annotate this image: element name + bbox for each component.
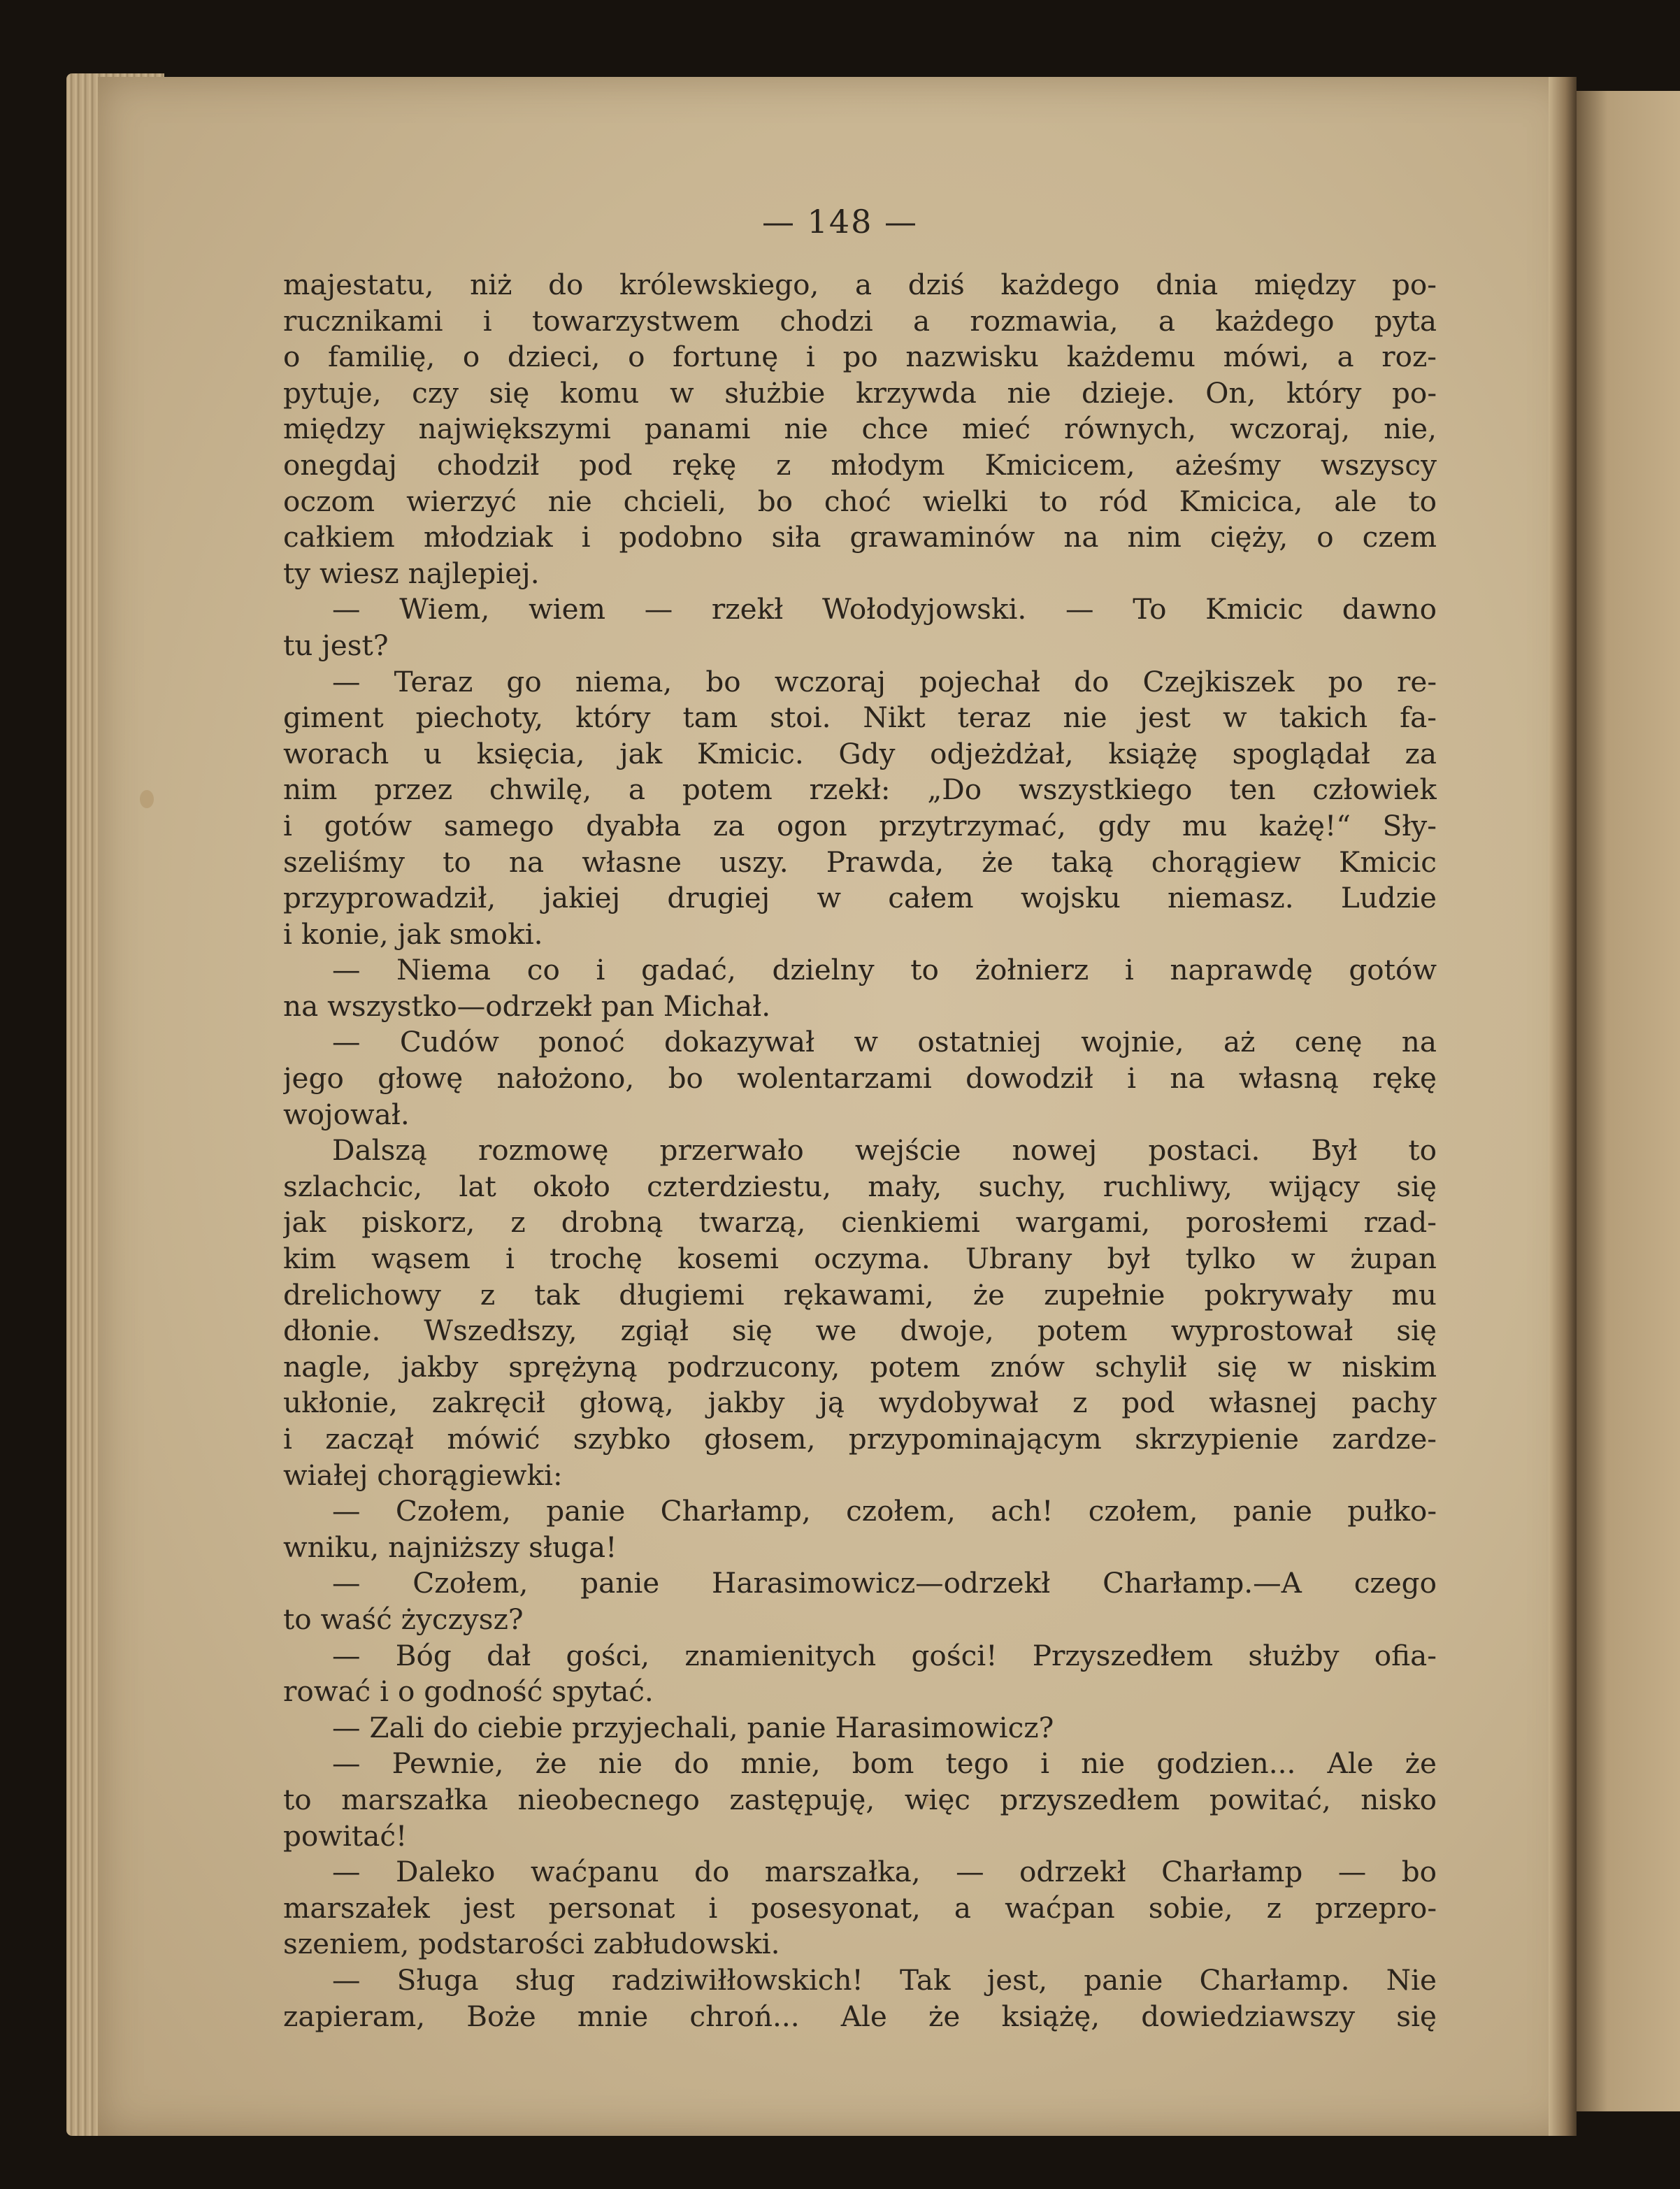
text-line: — Niema co i gadać, dzielny to żołnierz i naprawdę gotów — [332, 953, 1437, 987]
text-line: rować i o godność spytać. — [283, 1674, 654, 1709]
text-line: — Wiem, wiem — rzekł Wołodyjowski. — To Kmicic dawno — [332, 592, 1437, 626]
text-line: — Cudów ponoć dokazywał w ostatniej wojnie, aż cenę na — [332, 1025, 1437, 1059]
text-line: — Czołem, panie Charłamp, czołem, ach! czołem, panie pułko- — [332, 1494, 1437, 1528]
text-line: — Bóg dał gości, znamienitych gości! Przyszedłem służby ofia- — [332, 1638, 1437, 1672]
text-line: dłonie. Wszedłszy, zgiął się we dwoje, potem wyprostował się — [283, 1314, 1437, 1348]
facing-page-edge — [1577, 91, 1680, 2111]
text-line: i gotów samego dyabła za ogon przytrzymać, gdy mu każę!“ Sły- — [283, 808, 1437, 842]
text-line: — Czołem, panie Harasimowicz—odrzekł Charłamp.—A czego — [332, 1566, 1437, 1600]
text-line: oczom wierzyć nie chcieli, bo choć wielki to ród Kmicica, ale to — [283, 484, 1437, 518]
text-line: ukłonie, zakręcił głową, jakby ją wydobywał z pod własnej pachy — [283, 1386, 1437, 1420]
body-text — [283, 267, 1437, 2034]
text-line: szeniem, podstarości zabłudowski. — [283, 1927, 780, 1961]
text-line: całkiem młodziak i podobno siła grawaminów na nim cięży, o czem — [283, 520, 1437, 554]
text-line: marszałek jest personat i posesyonat, a waćpan sobie, z przepro- — [283, 1890, 1437, 1925]
text-line: wiałej chorągiewki: — [283, 1458, 563, 1492]
text-line: — Daleko waćpanu do marszałka, — odrzekł Charłamp — bo — [332, 1855, 1437, 1889]
text-line: drelichowy z tak długiemi rękawami, że zupełnie pokrywały mu — [283, 1277, 1437, 1312]
text-line: — Sługa sług radziwiłłowskich! Tak jest, panie Charłamp. Nie — [332, 1962, 1437, 1997]
book-gutter — [1549, 77, 1577, 2136]
text-line: szeliśmy to na własne uszy. Prawda, że taką chorągiew Kmicic — [283, 845, 1437, 879]
text-line: — Pewnie, że nie do mnie, bom tego i nie godzien... Ale że — [332, 1746, 1437, 1781]
text-line: giment piechoty, który tam stoi. Nikt teraz nie jest w takich fa- — [283, 701, 1437, 735]
text-line: pytuje, czy się komu w służbie krzywda nie dzieje. On, który po- — [283, 375, 1437, 410]
text-line: — Teraz go niema, bo wczoraj pojechał do Czejkiszek po re- — [332, 664, 1437, 698]
text-line: wniku, najniższy sługa! — [283, 1530, 617, 1564]
text-line: — Zali do ciebie przyjechali, panie Harasimowicz? — [332, 1710, 1054, 1744]
page-number: — 148 — — [761, 203, 919, 241]
text-line: jak piskorz, z drobną twarzą, cienkiemi wargami, porosłemi rzad- — [283, 1205, 1437, 1240]
text-line: o familię, o dzieci, o fortunę i po nazwisku każdemu mówi, a roz- — [283, 340, 1437, 374]
text-line: na wszystko—odrzekł pan Michał. — [283, 989, 771, 1023]
text-line: szlachcic, lat około czterdziestu, mały, suchy, ruchliwy, wijący się — [283, 1169, 1437, 1203]
text-line: powitać! — [283, 1818, 408, 1853]
text-line: majestatu, niż do królewskiego, a dziś każdego dnia między po- — [283, 268, 1437, 301]
text-line: to waść życzysz? — [283, 1602, 524, 1636]
text-line: worach u księcia, jak Kmicic. Gdy odjeżdżał, książę spoglądał za — [283, 736, 1437, 770]
text-line: nagle, jakby sprężyną podrzucony, potem znów schylił się w niskim — [283, 1349, 1437, 1384]
text-line: tu jest? — [283, 628, 389, 662]
text-line: i konie, jak smoki. — [283, 917, 543, 951]
text-line: wojował. — [283, 1097, 410, 1131]
text-line: to marszałka nieobecnego zastępuję, więc przyszedłem powitać, nisko — [283, 1782, 1437, 1816]
foxing-spot — [140, 790, 154, 808]
text-line: między największymi panami nie chce mieć równych, wczoraj, nie, — [283, 412, 1437, 446]
text-line: jego głowę nałożono, bo wolentarzami dowodził i na własną rękę — [283, 1061, 1437, 1096]
text-line: zapieram, Boże mnie chroń... Ale że książę, dowiedziawszy się — [283, 1999, 1437, 2033]
text-line: kim wąsem i trochę kosemi oczyma. Ubrany był tylko w żupan — [283, 1242, 1437, 1276]
text-line: i zaczął mówić szybko głosem, przypominającym skrzypienie zardze- — [283, 1422, 1437, 1456]
text-line: nim przez chwilę, a potem rzekł: „Do wszystkiego ten człowiek — [283, 773, 1437, 807]
text-line: ty wiesz najlepiej. — [283, 556, 540, 590]
text-line: onegdaj chodził pod rękę z młodym Kmicicem, ażeśmy wszyscy — [283, 447, 1437, 482]
text-line: przyprowadził, jakiej drugiej w całem wojsku niemasz. Ludzie — [283, 881, 1437, 915]
text-line: Dalszą rozmowę przerwało wejście nowej postaci. Był to — [332, 1133, 1437, 1168]
text-line: rucznikami i towarzystwem chodzi a rozmawia, a każdego pyta — [283, 303, 1437, 338]
